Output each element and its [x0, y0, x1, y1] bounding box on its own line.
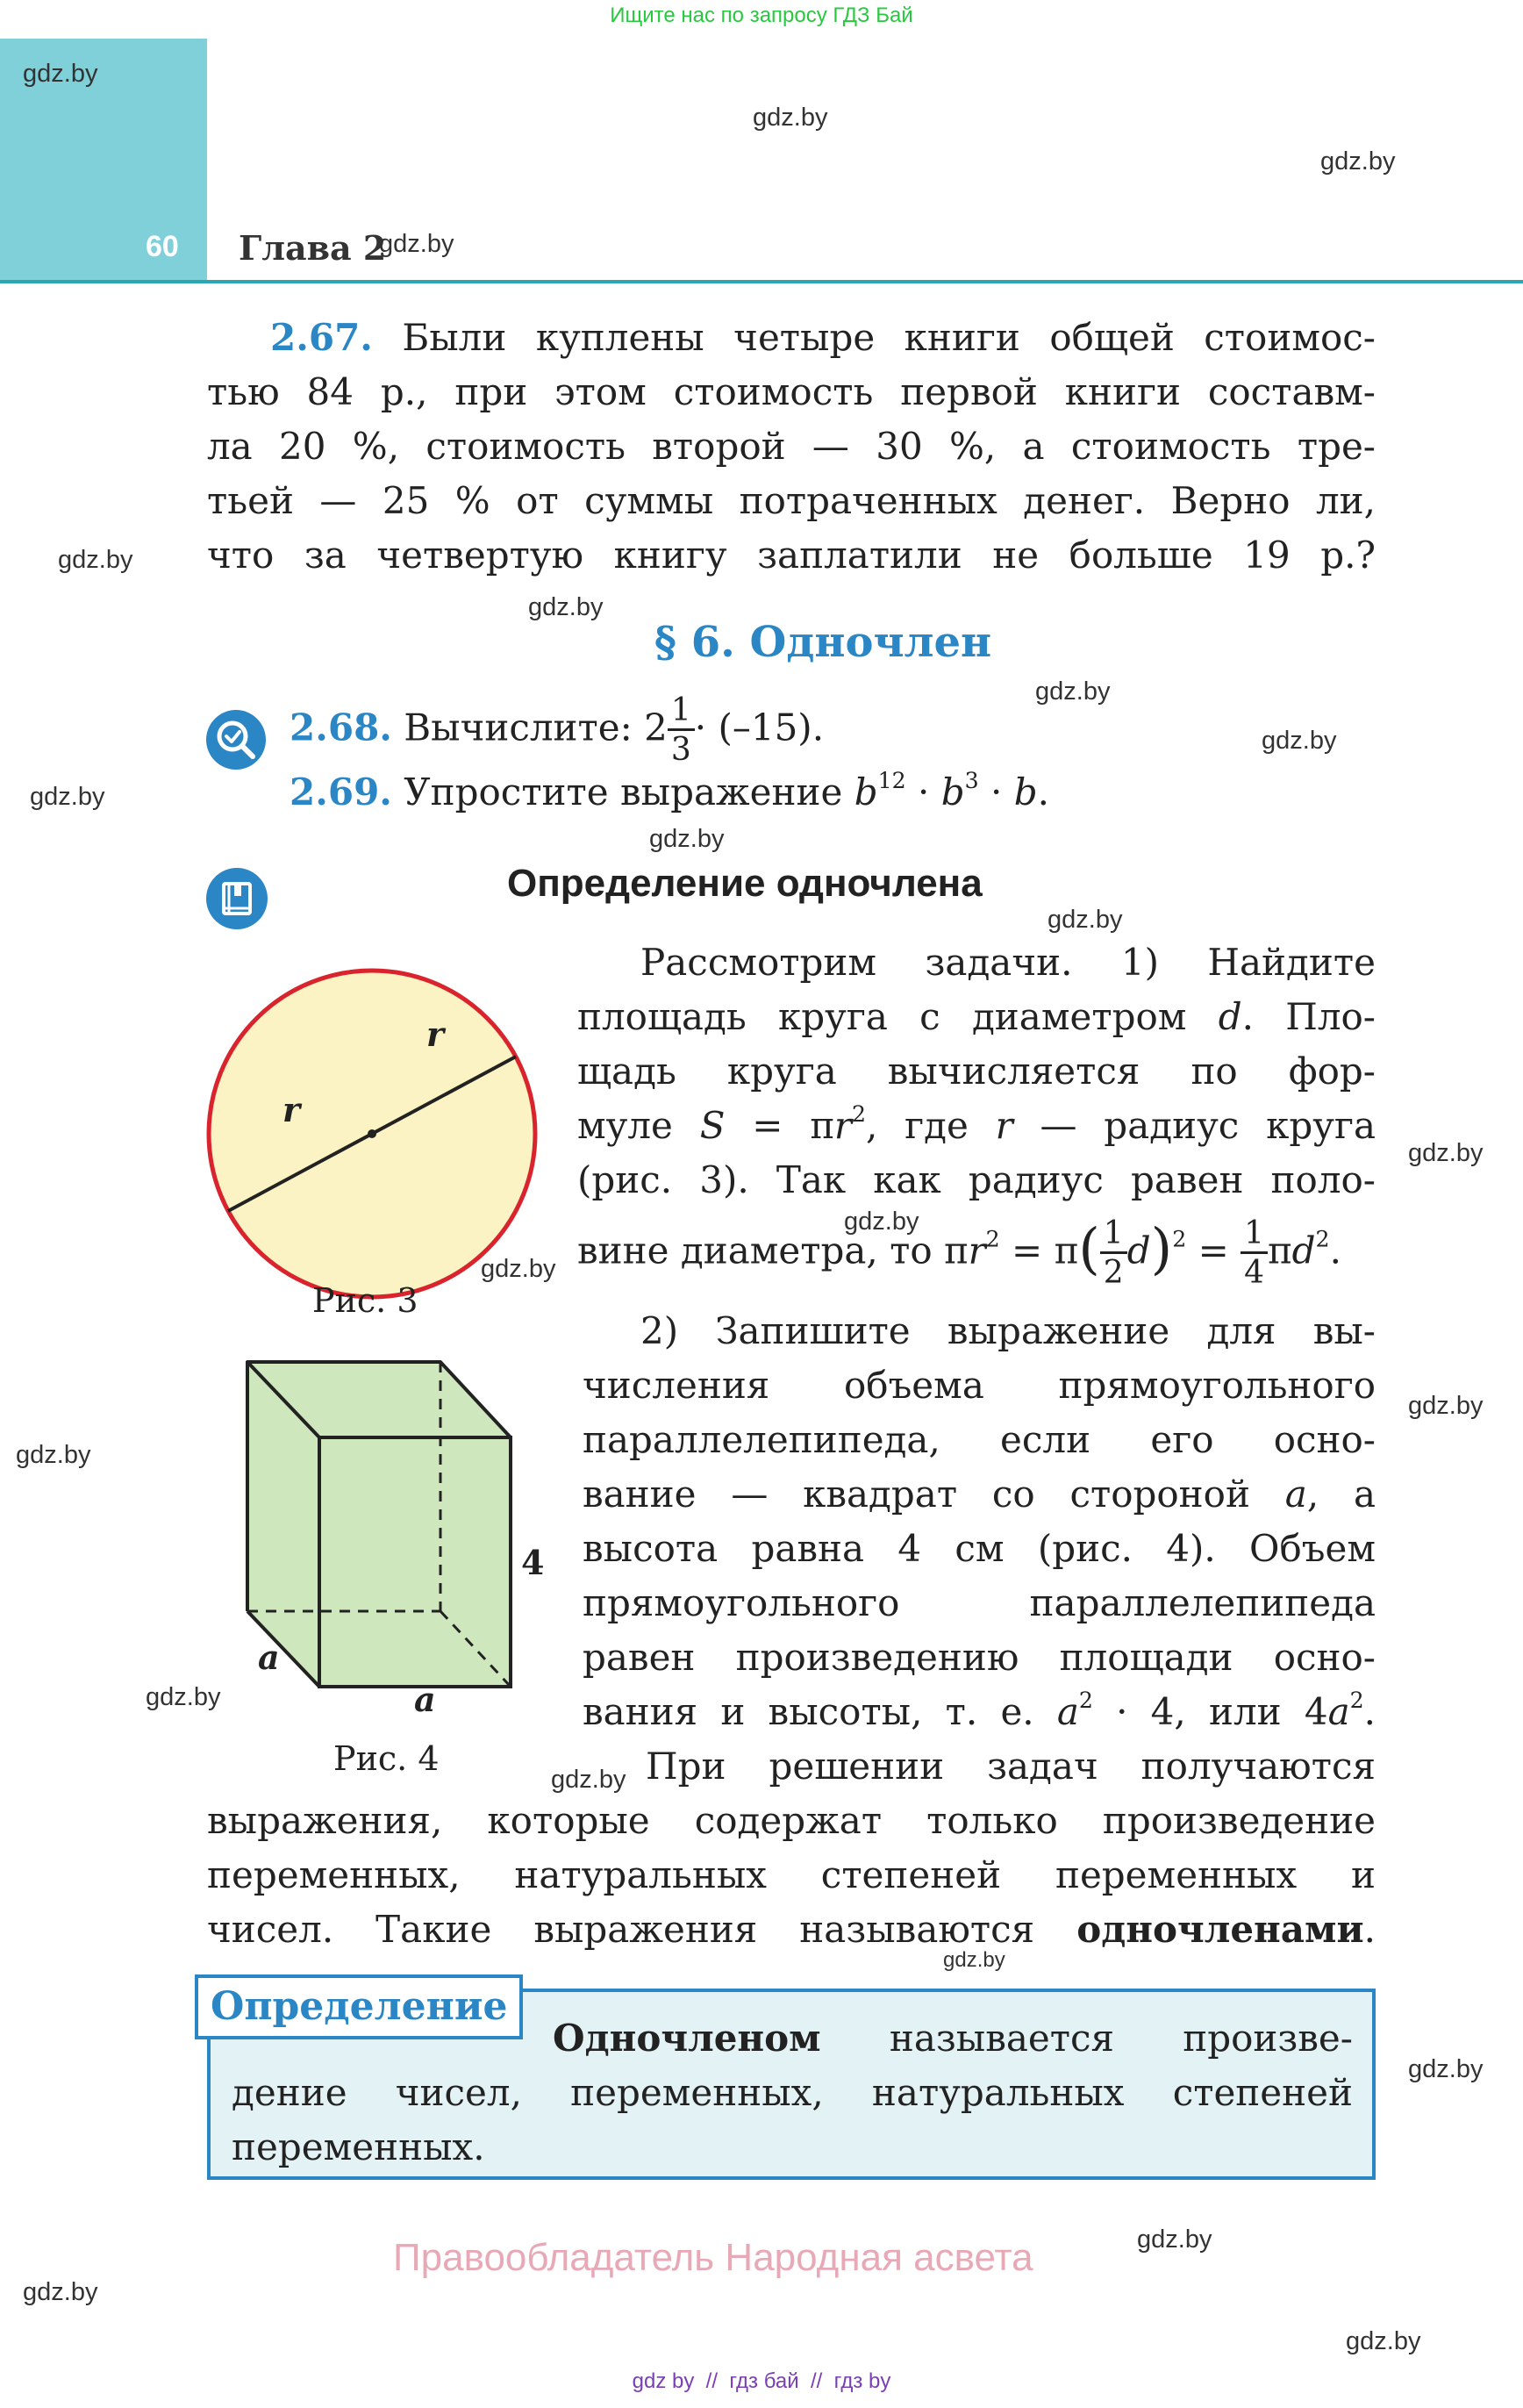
watermark-gdz: gdz.by [16, 1441, 91, 1469]
copyright-notice: Правообладатель Народная асвета [393, 2236, 1033, 2279]
body-line: равен произведению площади осно- [583, 1636, 1376, 1679]
problem-2-67-line-4: тьей — 25 % от суммы потраченных денег. Верно ли, [207, 479, 1376, 522]
watermark-gdz: gdz.by [753, 104, 828, 132]
watermark-gdz: gdz.by [146, 1683, 221, 1711]
watermark-gdz: gdz.by [30, 783, 105, 811]
definition-line-2: дение чисел, переменных, натуральных степеней [232, 2071, 1353, 2114]
watermark-gdz: gdz.by [528, 593, 604, 621]
problem-2-67-line-2: тью 84 р., при этом стоимость первой книги составм- [207, 370, 1376, 413]
figure-3-caption: Рис. 3 [312, 1281, 418, 1320]
problem-2-69: 2.69. Упростите выражение $b^{12} \cdot b^3 \cdot b$. [290, 768, 1049, 813]
problem-2-67-line-5: что за четвертую книгу заплатили не больше 19 р.? [207, 534, 1376, 577]
watermark-gdz: gdz.by [1408, 1392, 1484, 1420]
watermark-gdz: gdz.by [844, 1208, 919, 1236]
watermark-gdz: gdz.by [481, 1255, 556, 1283]
watermark-gdz: gdz.by [1346, 2327, 1421, 2355]
radius-label: r [426, 1014, 445, 1054]
problem-2-67-line-1 [270, 311, 1376, 365]
body-line: числения объема прямоугольного [583, 1364, 1376, 1407]
figure-3-circle [204, 965, 540, 1302]
figure-4-caption: Рис. 4 [333, 1739, 440, 1778]
watermark-gdz: gdz.by [943, 1948, 1005, 1972]
watermark-gdz: gdz.by [58, 546, 133, 574]
watermark-gdz: gdz.by [379, 230, 454, 258]
body-formula-line: вине диаметра, то $\pi r^2 = \pi$( $\frac{1}{2}$ d)$^2$ = $\frac{1}{4}$ $\pi d^2$. [577, 1215, 1341, 1291]
body-line: 2) Запишите выражение для вы- [640, 1309, 1376, 1352]
watermark-gdz: gdz.by [1048, 906, 1123, 934]
side-a-label: a [414, 1680, 436, 1719]
definition-line-1: Одночленом называется произве- [553, 2017, 1353, 2060]
watermark-gdz: gdz.by [1137, 2225, 1212, 2254]
watermark-gdz: gdz.by [1262, 727, 1337, 755]
watermark-gdz: gdz.by [23, 2278, 98, 2306]
watermark-gdz: gdz.by [551, 1766, 626, 1794]
definition-line-3: переменных. [232, 2125, 485, 2168]
body-line: (рис. 3). Так как радиус равен поло- [577, 1158, 1376, 1201]
top-watermark: Ищите нас по запросу ГДЗ Бай [610, 4, 913, 27]
subsection-title: Определение одночлена [507, 862, 983, 905]
body-line: вание — квадрат со стороной a, а [583, 1473, 1376, 1516]
book-icon [205, 867, 268, 930]
body-line: прямоугольного параллелепипеда [583, 1581, 1376, 1624]
radius-label: r [282, 1090, 301, 1129]
body-line: чисел. Такие выражения называются одночленами. [207, 1908, 1376, 1951]
problem-number: 2.67. [270, 316, 373, 359]
page-number: 60 [146, 230, 179, 263]
header-line [0, 280, 1523, 283]
bottom-watermark: gdz by // гдз бай // гдз by [632, 2369, 891, 2393]
watermark-gdz: gdz.by [649, 825, 725, 853]
chapter-title: Глава 2 [239, 228, 387, 268]
body-line: параллелепипеда, если его осно- [583, 1418, 1376, 1461]
body-line: вания и высоты, т. е. $a^2 \cdot 4$, или $4a^2$. [583, 1688, 1376, 1733]
body-line: муле $S = \pi r^2$, где r — радиус круга [577, 1101, 1376, 1147]
body-line: При решении задач получаются [646, 1745, 1376, 1788]
body-line: Рассмотрим задачи. 1) Найдите [640, 941, 1376, 984]
body-line: переменных, натуральных степеней переменных и [207, 1853, 1376, 1896]
height-label: 4 [521, 1543, 545, 1582]
section-title: § 6. Одночлен [654, 618, 992, 667]
search-check-icon [205, 709, 267, 770]
problem-2-67-line-3: ла 20 %, стоимость второй — 30 %, а стоимость тре- [207, 425, 1376, 468]
definition-label: Определение [195, 1974, 523, 2039]
problem-text: Были куплены четыре книги общей стоимос- [402, 316, 1376, 359]
watermark-gdz: gdz.by [1408, 1139, 1484, 1167]
body-line: выражения, которые содержат только произведение [207, 1799, 1376, 1842]
body-line: щадь круга вычисляется по фор- [577, 1050, 1376, 1093]
watermark-gdz: gdz.by [1035, 677, 1111, 706]
watermark-gdz: gdz.by [1408, 2055, 1484, 2083]
watermark-gdz: gdz.by [1320, 147, 1396, 176]
watermark-gdz: gdz.by [23, 60, 98, 88]
side-a-label: a [258, 1638, 280, 1677]
body-line: площадь круга с диаметром d. Пло- [577, 995, 1376, 1038]
body-line: высота равна 4 см (рис. 4). Объем [583, 1527, 1376, 1570]
problem-2-68: 2.68. Вычислите: 2 $\frac{1}{3}$ · (–15). [290, 692, 825, 768]
